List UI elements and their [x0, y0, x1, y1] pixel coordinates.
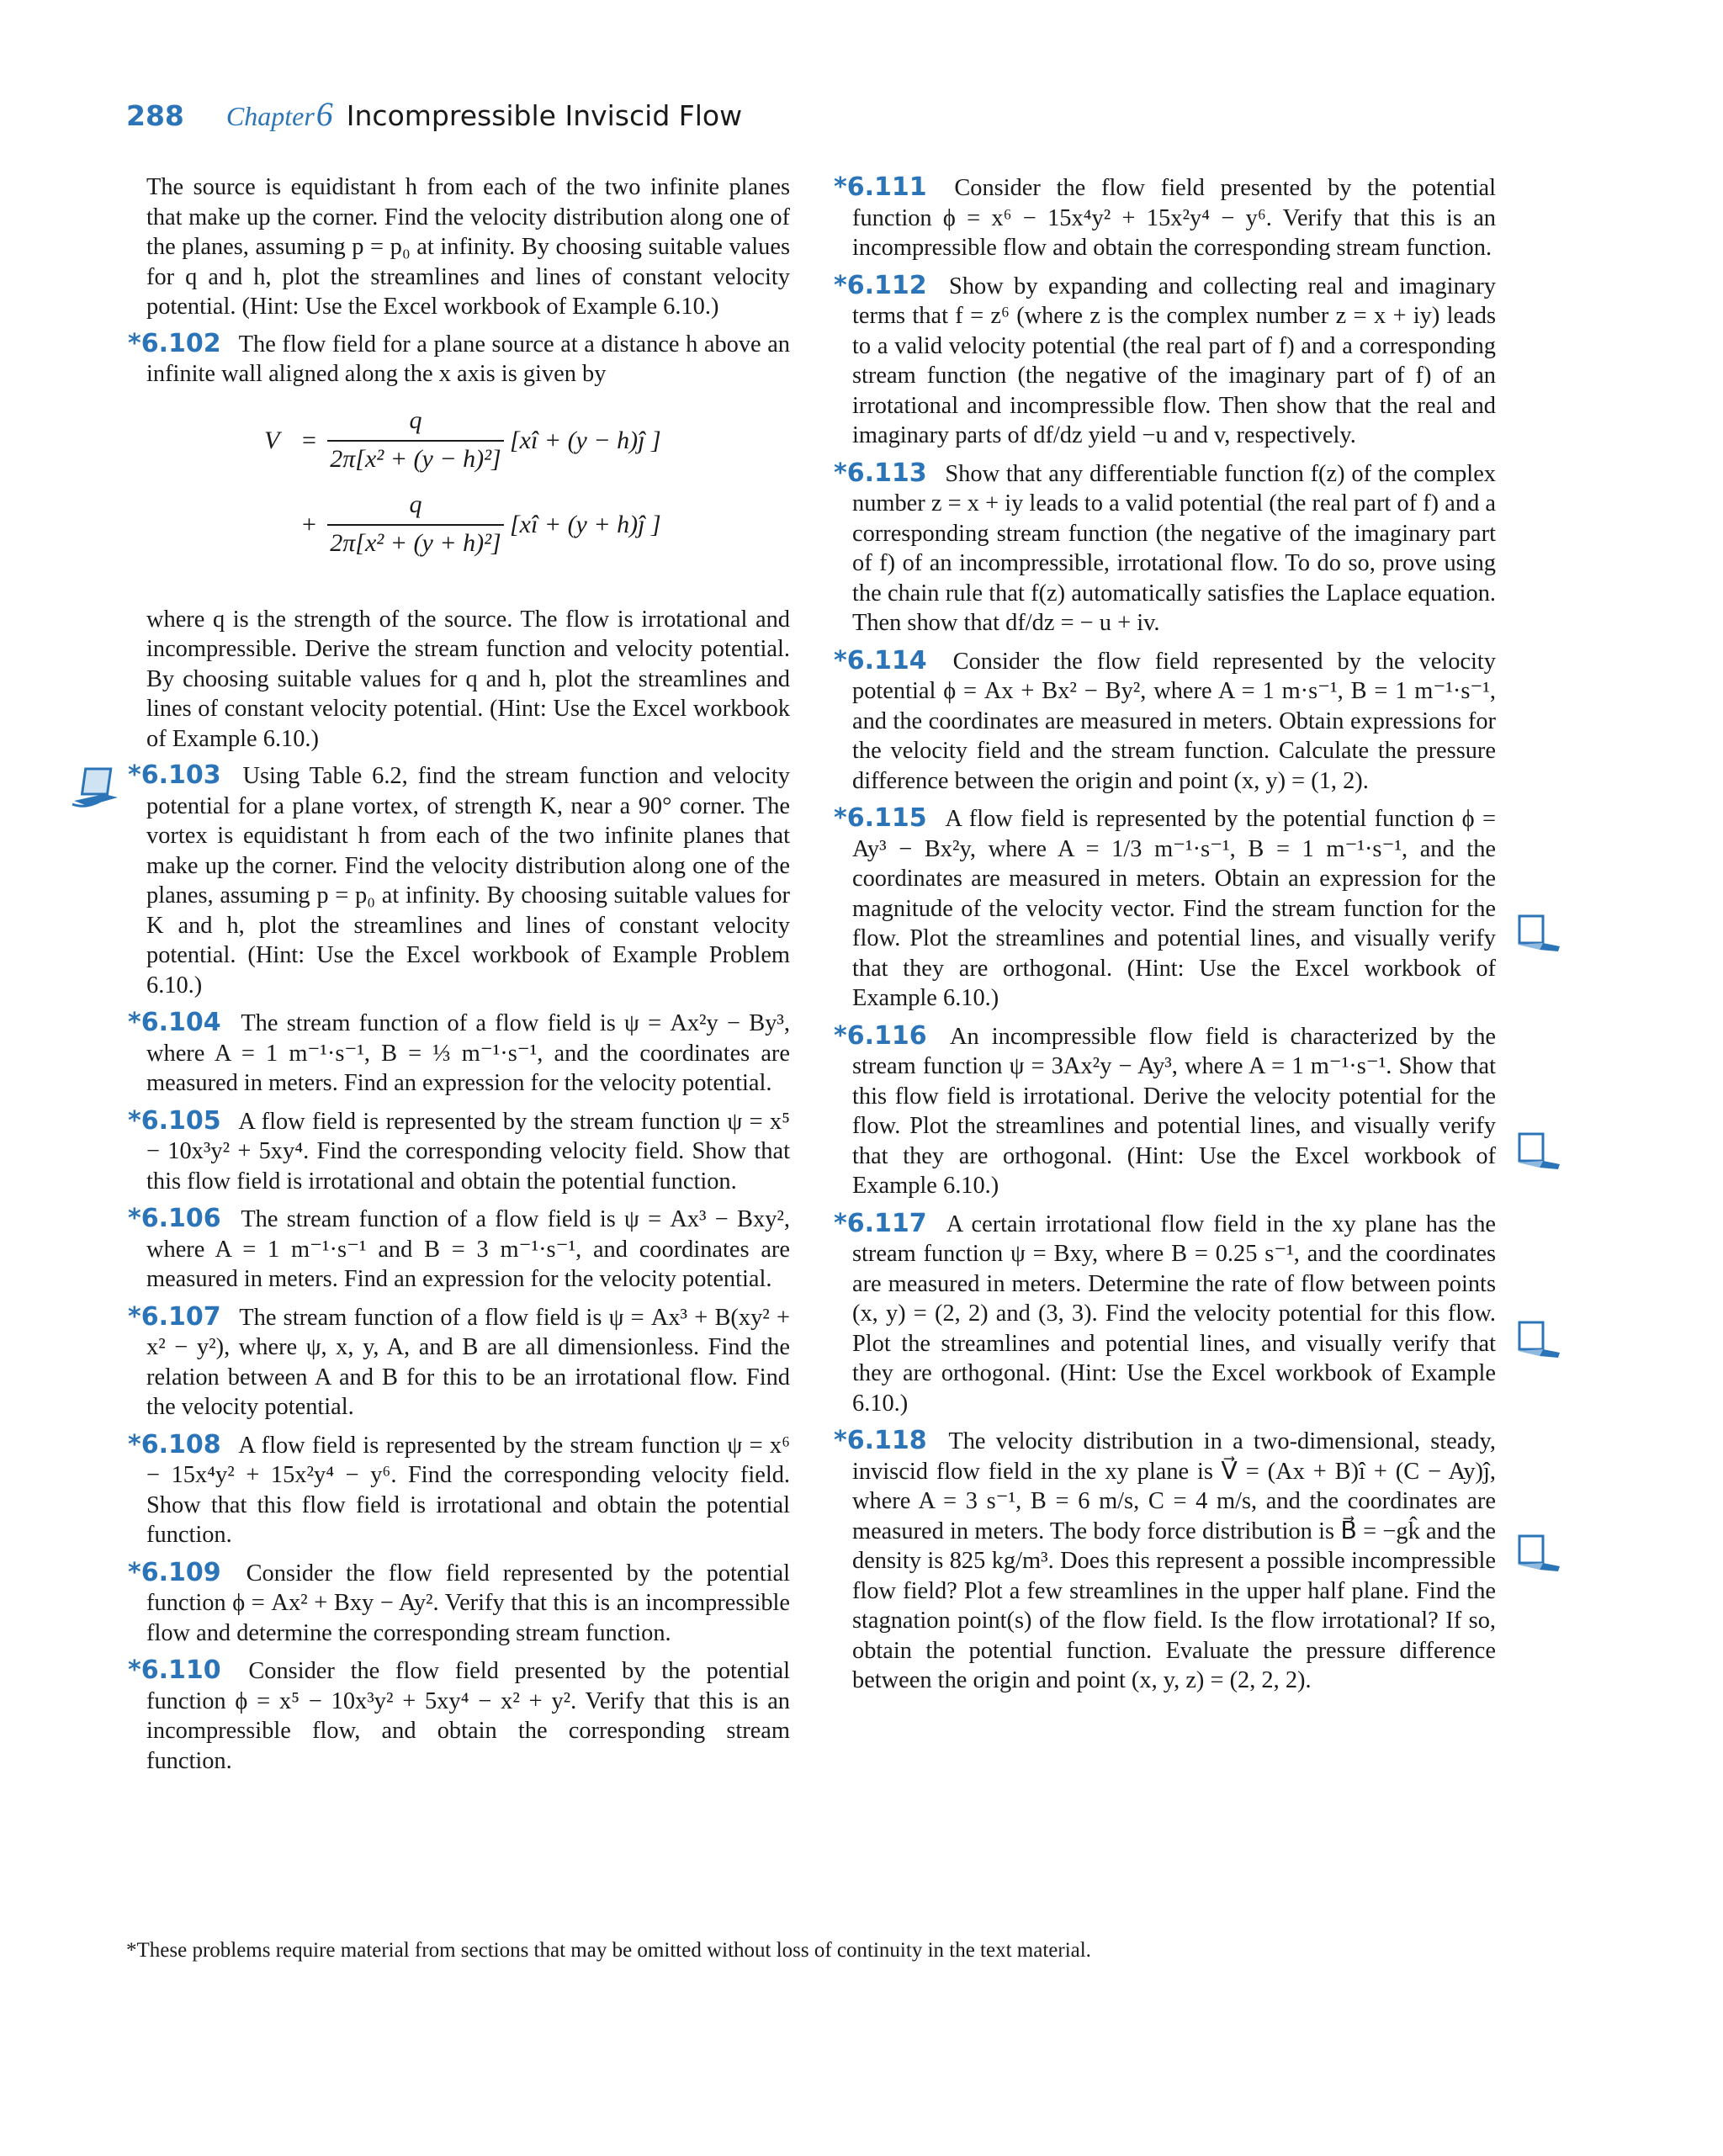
equation-lhs: V⃗ — [264, 426, 300, 454]
equation-row-2 — [146, 490, 790, 566]
problem-text: The velocity distribution in a two-dimensional, steady, inviscid flow field in the xy plane is V⃗ = (Ax + B)î + (C − Ay)ĵ, where A = 3 s⁻¹, B = 6 m/s, C = 4 m/s, and the coordinates are measured in meters. The body force distribution is B⃗ = −gk̂ and the density is 825 kg/m³. Does this represent a possible incompressible flow field? Plot a few streamlines in the upper half plane. Find the stagnation point(s) of the flow field. Is the flow irrotational? If so, obtain the potential function. Evaluate the pressure difference between the origin and point (x, y, z) = (2, 2, 2). — [852, 1428, 1496, 1693]
chapter-number: 6 — [315, 95, 333, 133]
fraction-numerator: q — [409, 490, 422, 518]
fraction-denominator: 2π[x² + (y + h)²] — [330, 528, 501, 557]
problem-number: *6.103 — [128, 760, 221, 790]
problem-number: *6.116 — [834, 1020, 927, 1051]
laptop-icon — [1514, 914, 1563, 956]
problem-number: *6.117 — [834, 1208, 927, 1238]
fraction-denominator: 2π[x² + (y − h)²] — [330, 444, 501, 473]
problem-number: *6.109 — [128, 1557, 221, 1587]
laptop-icon — [1514, 1321, 1563, 1363]
problem-6-102 — [128, 328, 791, 389]
problem-number: *6.111 — [834, 172, 927, 202]
problem-number: *6.108 — [128, 1429, 221, 1459]
problem-text: The stream function of a flow field is ψ = Ax³ + B(xy² + x² − y²), where ψ, x, y, A, and B are all dimensionless. Find the relation between A and B for this to be an irrotational flow. Find the velocity potential. — [146, 1304, 790, 1420]
problem-text: Consider the flow field presented by the potential function ϕ = x⁶ − 15x⁴y² + 15x²y⁴ − y⁶. Verify that this is an incompressible flow and obtain the corresponding stream function. — [852, 175, 1496, 261]
right-column — [834, 172, 1497, 1703]
problem-text: Consider the flow field represented by the potential function ϕ = Ax² + Bxy − Ay². Verify that this is an incompressible flow and determine the corresponding stream function. — [146, 1560, 790, 1646]
equation-row-1 — [146, 406, 790, 482]
problem-6-111 — [834, 172, 1496, 263]
problem-number: *6.115 — [834, 803, 927, 833]
problem-6-105 — [128, 1105, 790, 1197]
problem-text: The stream function of a flow field is ψ = Ax²y − By³, where A = 1 m⁻¹·s⁻¹, B = ⅓ m⁻¹·s⁻¹, and the coordinates are measured in meters. Find an expression for the velocity potential. — [146, 1010, 790, 1096]
page-header — [126, 94, 742, 136]
laptop-icon — [1514, 1534, 1563, 1576]
problem-text: A flow field is represented by the stream function ψ = x⁵ − 10x³y² + 5xy⁴. Find the corresponding velocity field. Show that this flow field is irrotational and obtain the potential function. — [146, 1108, 790, 1195]
problem-text: Show by expanding and collecting real and imaginary terms that f = z⁶ (where z is the complex number z = x + iy) leads to a valid velocity potential (the real part of f) and a corresponding stream function (the negative of the imaginary part of f) of an irrotational and incompressible flow. Then show that the real and imaginary parts of df/dz yield −u and v, respectively. — [852, 273, 1496, 448]
problem-6-108 — [128, 1429, 790, 1550]
problem-6-113 — [834, 458, 1496, 638]
page-number: 288 — [126, 99, 184, 132]
chapter-title: Incompressible Inviscid Flow — [346, 99, 743, 132]
chapter-label: Chapter — [225, 101, 315, 131]
problem-6-112 — [834, 270, 1496, 451]
problem-text: Consider the flow field represented by the velocity potential ϕ = Ax + Bx² − By², where A = 1 m·s⁻¹, B = 1 m⁻¹·s⁻¹, and the coordinates are measured in meters. Obtain expressions for the velocity field and the stream function. Calculate the pressure difference between the origin and point (x, y) = (1, 2). — [852, 648, 1496, 794]
problem-6-104 — [128, 1008, 790, 1099]
problem-text: Consider the flow field presented by the potential function ϕ = x⁵ − 10x³y² + 5xy⁴ − x² + y². Verify that this is an incompressible flow, and obtain the corresponding stream function. — [146, 1658, 790, 1774]
laptop-icon — [71, 767, 119, 809]
problem-text: Using Table 6.2, find the stream function and velocity potential for a plane vortex, of strength K, near a 90° corner. The vortex is equidistant h from each of the two infinite planes that make up the corner. Find the velocity distribution along one of the planes, assuming p = p₀ at infinity. By choosing suitable values for K and h, plot the streamlines and lines of constant velocity potential. (Hint: Use the Excel workbook of Example Problem 6.10.) — [146, 763, 790, 999]
equation-vector-2: [xî + (y + h)ĵ ] — [510, 510, 661, 538]
problem-number: *6.114 — [834, 645, 927, 675]
fraction-2 — [327, 490, 504, 563]
left-column — [128, 172, 791, 1783]
problem-6-115 — [834, 803, 1497, 1014]
problem-number: *6.112 — [834, 270, 927, 300]
problem-6-102-continued: where q is the strength of the source. The flow is irrotational and incompressible. Derive the stream function and velocity potential. By choosing suitable values for q and h, plot the streamlines and lines of constant velocity potential. (Hint: Use the Excel workbook of Example 6.10.) — [146, 606, 790, 752]
equation-equals: = — [302, 426, 316, 454]
footnote: *These problems require material from sections that may be omitted without loss of continuity in the text material. — [126, 1939, 1091, 1962]
equation-vector-1: [xî + (y − h)ĵ ] — [510, 426, 661, 454]
fraction-numerator: q — [409, 405, 422, 434]
problem-number: *6.118 — [834, 1426, 927, 1455]
laptop-icon — [1514, 1132, 1563, 1174]
equation-6-102 — [146, 406, 790, 575]
problem-6-117 — [834, 1208, 1496, 1419]
problem-text: A flow field is represented by the potential function ϕ = Ay³ − Bx²y, where A = 1/3 m⁻¹·s⁻¹, B = 1 m⁻¹·s⁻¹, and the coordinates are measured in meters. Obtain an expression for the magnitude of the velocity vector. Find the stream function for the flow. Plot the streamlines and potential lines, and visually verify that they are orthogonal. (Hint: Use the Excel workbook of Example 6.10.) — [852, 806, 1497, 1011]
problem-text: The flow field for a plane source at a distance h above an infinite wall aligned along the x axis is given by — [146, 331, 791, 387]
problem-6-107 — [128, 1301, 790, 1422]
problem-number: *6.104 — [128, 1008, 221, 1037]
problem-text: A flow field is represented by the stream function ψ = x⁶ − 15x⁴y² + 15x²y⁴ − y⁶. Find the corresponding velocity field. Show that this flow field is irrotational and obtain the potential function. — [146, 1432, 790, 1548]
problem-number: *6.102 — [128, 328, 221, 358]
problem-number: *6.107 — [128, 1301, 221, 1332]
problem-6-109 — [128, 1557, 790, 1649]
problem-text: A certain irrotational flow field in the xy plane has the stream function ψ = Bxy, where B = 0.25 s⁻¹, and the coordinates are measured in meters. Determine the rate of flow between points (x, y) = (2, 2) and (3, 3). Find the velocity potential for this flow. Plot the streamlines and potential lines, and visually verify that they are orthogonal. (Hint: Use the Excel workbook of Example 6.10.) — [852, 1210, 1496, 1417]
problem-number: *6.110 — [128, 1655, 221, 1685]
problem-text: Show that any differentiable function f(z) of the complex number z = x + iy leads to a valid potential (the real part of f) and a corresponding stream function (the negative of the imaginary part of f) of an incompressible, irrotational flow. To do so, prove using the chain rule that f(z) automatically satisfies the Laplace equation. Then show that df/dz = − u + iv. — [852, 460, 1496, 636]
problem-number: *6.113 — [834, 458, 927, 488]
intro-paragraph: The source is equidistant h from each of the two infinite planes that make up the corner. Find the velocity distribution along one of the planes, assuming p = p₀ at infinity. By choosing suitable values for q and h, plot the streamlines and lines of constant velocity potential. (Hint: Use the Excel workbook of Example 6.10.) — [146, 174, 790, 320]
problem-6-114 — [834, 645, 1496, 797]
problem-number: *6.106 — [128, 1204, 221, 1233]
problem-6-116 — [834, 1020, 1496, 1201]
problem-6-118 — [834, 1426, 1496, 1696]
equation-plus: + — [302, 510, 316, 538]
problem-6-106 — [128, 1204, 790, 1295]
fraction-1 — [327, 406, 504, 479]
problem-number: *6.105 — [128, 1105, 221, 1136]
problem-text: An incompressible flow field is characterized by the stream function ψ = 3Ax²y − Ay³, where A = 1 m⁻¹·s⁻¹. Show that this flow field is irrotational. Derive the velocity potential for the flow. Plot the streamlines and potential lines, and visually verify that they are orthogonal. (Hint: Use the Excel workbook of Example 6.10.) — [852, 1023, 1496, 1199]
problem-6-103 — [128, 760, 790, 1000]
problem-text: The stream function of a flow field is ψ = Ax³ − Bxy², where A = 1 m⁻¹·s⁻¹ and B = 3 m⁻¹·s⁻¹, and coordinates are measured in meters. Find an expression for the velocity potential. — [146, 1206, 790, 1292]
problem-6-110 — [128, 1655, 790, 1776]
